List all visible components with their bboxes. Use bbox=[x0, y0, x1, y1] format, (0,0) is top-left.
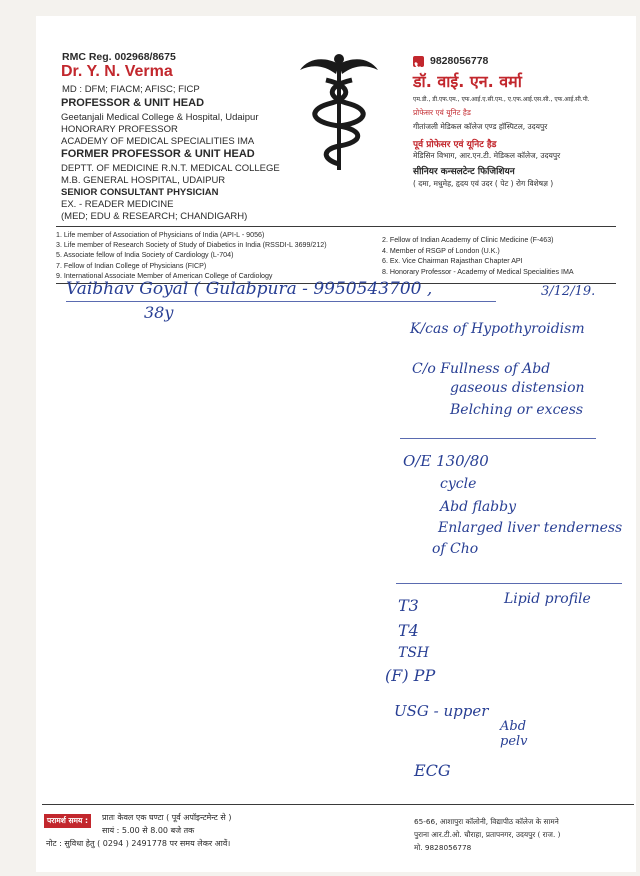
order-t3: T3 bbox=[398, 596, 419, 615]
order-fasting-pp: (F) PP bbox=[385, 666, 436, 685]
membership-item: 8. Honorary Professor - Academy of Medical Specialities IMA bbox=[382, 267, 574, 276]
exam-abd-flabby: Abd flabby bbox=[440, 499, 517, 515]
complaint-line-2: gaseous distension bbox=[450, 380, 585, 396]
org-geetanjali: Geetanjali Medical College & Hospital, Udaipur bbox=[61, 112, 259, 123]
memberships-left bbox=[56, 230, 327, 281]
membership-item: 1. Life member of Association of Physicians of India (API-L - 9056) bbox=[56, 231, 265, 239]
visit-date: 3/12/19. bbox=[541, 284, 596, 299]
complaint-divider bbox=[400, 438, 596, 439]
address-line-1: 65-66, आशापुरा कॉलोनी, विद्यापीठ कॉलेज के सामने bbox=[414, 817, 559, 826]
title-professor-hindi: प्रोफेसर एवं यूनिट हैड bbox=[413, 108, 471, 117]
doctor-name-hindi: डॉ. वाई. एन. वर्मा bbox=[413, 72, 522, 91]
header-divider bbox=[56, 226, 616, 227]
dept-medicine: DEPTT. OF MEDICINE R.N.T. MEDICAL COLLEGE bbox=[61, 163, 280, 174]
phone-icon bbox=[413, 56, 424, 67]
honorary-professor: HONORARY PROFESSOR bbox=[61, 124, 178, 135]
membership-item: 9. International Associate Member of American College of Cardiology bbox=[56, 271, 273, 280]
order-usg: USG - upper bbox=[394, 702, 489, 720]
caduceus-icon bbox=[298, 50, 380, 174]
membership-item: 6. Ex. Vice Chairman Rajasthan Chapter API bbox=[382, 257, 523, 266]
address-mobile: मो. 9828056778 bbox=[414, 843, 472, 852]
order-abd: Abd bbox=[500, 719, 527, 734]
membership-item: 3. Life member of Research Society of Study of Diabetics in India (RSSDI-L 3699/212) bbox=[56, 241, 327, 250]
phone-number: 9828056778 bbox=[430, 55, 489, 67]
senior-consultant: SENIOR CONSULTANT PHYSICIAN bbox=[61, 187, 219, 198]
specialty-hindi: ( दमा, मधुमेह, हृदय एवं उदर ( पेट ) रोग विशेषज्ञ ) bbox=[413, 179, 554, 188]
address-line-2: पुराना आर.टी.ओ. चौराहा, प्रतापनगर, उदयपुर ( राज. ) bbox=[414, 830, 561, 839]
membership-item: 5. Associate fellow of India Society of Cardiology (L-704) bbox=[56, 251, 234, 260]
exam-bp: O/E 130/80 bbox=[403, 452, 489, 470]
degrees: MD : DFM; FIACM; AFISC; FICP bbox=[62, 84, 200, 95]
title-professor: PROFESSOR & UNIT HEAD bbox=[61, 97, 205, 109]
order-pelv: pelv bbox=[500, 734, 528, 749]
academy: ACADEMY OF MEDICAL SPECIALITIES IMA bbox=[61, 136, 255, 147]
history-known-case: K/cas of Hypothyroidism bbox=[410, 321, 585, 337]
title-former-hindi: पूर्व प्रोफेसर एवं यूनिट हैड bbox=[413, 140, 497, 150]
membership-item: 2. Fellow of Indian Academy of Clinic Medicine (F-463) bbox=[382, 236, 554, 244]
membership-item: 4. Member of RSGP of London (U.K.) bbox=[382, 246, 500, 255]
patient-underline bbox=[66, 301, 496, 302]
patient-age: 38y bbox=[144, 303, 174, 322]
org-hindi: गीतांजली मेडिकल कॉलेज एण्ड हॉस्पिटल, उदयपुर bbox=[413, 122, 548, 131]
order-ecg: ECG bbox=[414, 761, 451, 780]
timing-morning: प्रातः केवल एक घण्टा ( पूर्व अपॉइन्टमेन्ट से ) bbox=[102, 813, 232, 822]
memberships-right bbox=[382, 235, 574, 277]
footer-divider bbox=[42, 804, 634, 805]
exam-liver: Enlarged liver tenderness bbox=[438, 520, 623, 536]
order-t4: T4 bbox=[398, 621, 419, 640]
title-former-professor: FORMER PROFESSOR & UNIT HEAD bbox=[61, 148, 255, 160]
timing-evening: सायं : 5.00 से 8.00 बजे तक bbox=[102, 826, 195, 835]
senior-consultant-hindi: सीनियर कन्सलटेन्ट फिजिशियन bbox=[413, 167, 515, 177]
consultation-badge: परामर्श समय : bbox=[44, 814, 91, 828]
complaint-line-1: C/o Fullness of Abd bbox=[412, 361, 551, 377]
ex-reader: EX. - READER MEDICINE bbox=[61, 199, 174, 210]
complaint-line-3: Belching or excess bbox=[450, 402, 584, 418]
doctor-name: Dr. Y. N. Verma bbox=[61, 63, 173, 80]
order-lipid-profile: Lipid profile bbox=[504, 591, 591, 607]
mb-hospital: M.B. GENERAL HOSPITAL, UDAIPUR bbox=[61, 175, 226, 186]
membership-item: 7. Fellow of Indian College of Physicians (FICP) bbox=[56, 261, 207, 270]
med-edu: (MED; EDU & RESEARCH; CHANDIGARH) bbox=[61, 211, 248, 222]
reg-number: RMC Reg. 002968/8675 bbox=[62, 51, 176, 63]
exam-divider bbox=[396, 583, 622, 584]
exam-cho: of Cho bbox=[432, 541, 479, 557]
degrees-hindi: एम.डी., डी.एफ.एम., एफ.आई.ए.सी.एम., ए.एफ.आई.एस.सी., एफ.आई.सी.पी. bbox=[413, 96, 590, 103]
patient-details: Vaibhav Goyal ( Gulabpura - 9950543700 , bbox=[66, 279, 433, 299]
appointment-note: नोट : सुविधा हेतु ( 0294 ) 2491778 पर समय लेकर आवें। bbox=[46, 839, 231, 848]
dept-hindi: मेडिसिन विभाग, आर.एन.टी. मेडिकल कॉलेज, उदयपुर bbox=[413, 151, 561, 160]
exam-cycle: cycle bbox=[440, 476, 477, 492]
order-tsh: TSH bbox=[398, 645, 430, 661]
